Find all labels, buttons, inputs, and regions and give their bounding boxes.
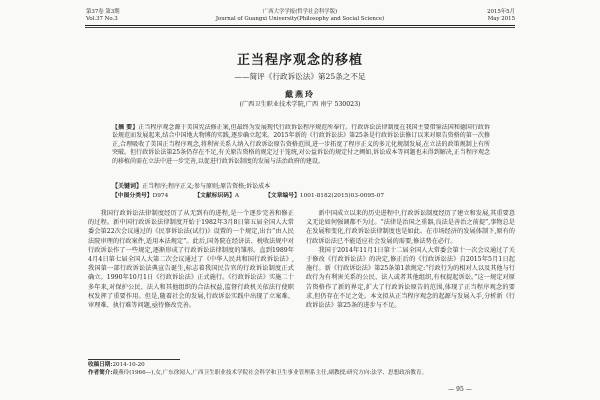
issue-date-en: May 2015 <box>487 16 515 22</box>
body-column-left <box>88 209 294 357</box>
article-subtitle: ——简评《行政诉讼法》第25条之不足 <box>234 72 366 81</box>
body-paragraph: 我国于2014年11月1日第十二届全国人大常委会第十一次会议通过了关于修改《行政诉讼法》的决定,修正后的《行政诉讼法》自2015年5月1日起施行。新《行政诉讼法》第25条第1款规定:“行政行为的相对人以及其他与行政行为有利害关系的公民、法人或者其他组织,有权提起诉讼。”这一规定对原告资格作了新的界定,扩大了行政诉讼原告的范围,体现了正当程序观念的要求,但仍存在不足之处。本文拟从正当程序观念的起源与发展入手,分析新《行政诉讼法》第25条的进步与不足。 <box>306 246 515 310</box>
volume-cn: 第37卷 第3期 <box>86 9 120 15</box>
page-number: — 95 — <box>448 386 472 393</box>
journal-name <box>180 9 420 23</box>
article-title: 正当程序观念的移植 <box>236 53 363 68</box>
issue-date <box>440 9 515 23</box>
article-no: 1001-8182(2015)03-0095-07 <box>299 193 385 199</box>
clc-code: D974 <box>152 193 169 199</box>
journal-name-cn: 广西大学学报(哲学社会科学版) <box>262 9 338 15</box>
abstract-text: 正当程序观念源于美国宪法修正案,但最终为发展现代行政诉讼程序规范所奉行。行政诉讼法律制度在我国主要借鉴法国和德国行政诉讼规范而发展起来,结合中国地大物博的实践,逐步确立起来。2015年新的《行政诉讼法》第25条是行政诉讼法修订以来对原告资格的第一次修正,合理吸收了美国正当程序观念,将利害关系人纳入行政诉讼原告资格范围,进一步拓宽了程序正义的多元化规制发展,在立法的政策规制上有所突破。但行政诉讼法第25条仍存在不足,有关原告资格的规定过于笼统,对公益诉讼的规定付之阙如,诉讼成本等问题也未得到解决,正当程序观念的移植尚需在立法中进一步完善,以促进行政诉讼制度的发展与法治政府的建设。 <box>112 124 490 165</box>
author-bio-note <box>88 370 503 378</box>
footnotes <box>88 362 503 377</box>
author-bio-label: 作者简介: <box>88 369 113 376</box>
abstract-label: 【摘 要】 <box>112 124 139 131</box>
received-date-note <box>88 362 503 370</box>
author-affiliation: (广西卫生职业技术学院,广西 南宁 530023) <box>239 101 361 108</box>
author-bio: 戴燕玲(1966—),女,广东徐闻人,广西卫生职业技术学院社会科学和卫生事业管理系主任,副教授;研究方向:法学、思想政治教育。 <box>112 369 428 376</box>
footnote-rule <box>88 359 180 360</box>
abstract <box>112 124 490 182</box>
author-name: 戴燕玲 <box>285 89 315 99</box>
article-no-label: 【文章编号】 <box>265 193 300 199</box>
volume-en: Vol.37 No.3 <box>86 16 118 22</box>
body-paragraph: 我国行政诉讼法律制度经历了从无到有的进程,是一个逐步完善和修正的过程。新中国行政诉讼法律制度开始于1982年3月8日第五届全国人大常委会第22次会议通过的《民事诉讼法(试行)》设置的一个规定,出台“由人民法院审理的行政案件,适用本法规定”。此后,国务院在经济法、税收法规中对行政诉讼作了一些规定,逐渐形成了行政诉讼法律制度的雏形。直到1989年4月4日第七届全国人大第二次会议通过了《中华人民共和国行政诉讼法》,我国第一部行政诉讼法典宣告诞生,标志着我国民告官的行政诉讼制度正式确立。1990年10月1日《行政诉讼法》正式施行。《行政诉讼法》实施二十多年来,对保护公民、法人和其他组织的合法权益,监督行政机关依法行使职权发挥了重要作用。但是,随着社会的发展,行政诉讼实践中出现了立案难、审理难、执行难等问题,亟待修改完善。 <box>88 210 294 310</box>
clc-label: 【中图分类号】 <box>112 193 153 199</box>
keywords-text: 正当程序;程序正义;参与原则;原告资格;诉讼成本 <box>142 183 271 190</box>
journal-name-en: Journal of Guangxi University(Philosophy and Social Science) <box>215 16 385 22</box>
body-column-right <box>306 209 515 357</box>
classification-line <box>112 192 492 200</box>
received-date: 2014-10-20 <box>112 362 145 368</box>
issue-date-cn: 2015年5月 <box>487 9 515 15</box>
keywords-label: 【关键词】 <box>112 183 143 190</box>
doc-code: A <box>234 193 240 199</box>
doc-code-label: 【文献标识码】 <box>194 193 235 199</box>
body-paragraph: 新中国成立以来的历史进程中,行政诉讼制度经历了建立和发展,其重要意义无论如何强调都不为过。“法律是治国之重器,良法是善治之前提”,事物总是在发展和变化,行政诉讼法律制度也是如此。在市场经济的发展体制下,原有的行政诉讼法已不能适应社会发展的需要,修法势在必行。 <box>306 210 515 245</box>
header-rule <box>85 25 515 28</box>
keywords <box>112 183 490 191</box>
volume-info <box>86 9 120 23</box>
received-label: 收稿日期: <box>88 362 113 368</box>
